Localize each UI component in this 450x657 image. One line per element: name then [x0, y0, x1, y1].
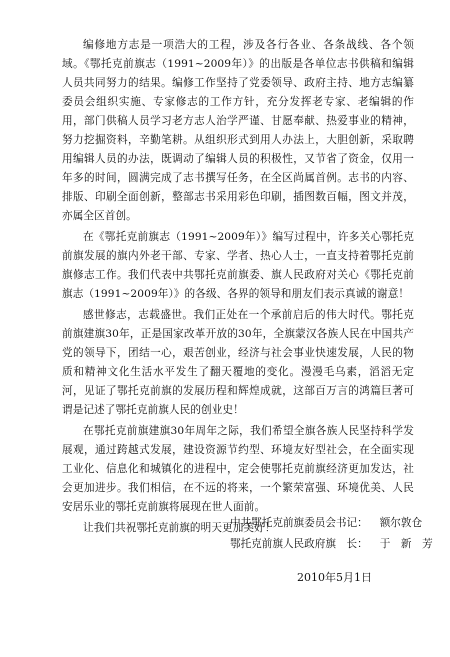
- signature-block: [230, 513, 433, 555]
- signature-title: 中共鄂托克前旗委员会书记：: [230, 517, 368, 529]
- signature-name: 于 新 芳: [379, 538, 433, 550]
- paragraph-5: 让我们共祝鄂托克前旗的明天更加美好！: [83, 522, 276, 534]
- paragraph-4: 在鄂托克前旗建旗30年周年之际，我们希望全旗各族人民坚持科学发展观，通过跨越式发展，建设资源节约型、环境友好型社会，在全面实现工业化、信息化和城镇化的进程中，定会使鄂托克前旗经济更加发达，社会更加进步。我们相信，在不远的将来，一个繁荣富强、环境优美、人民安居乐业的鄂托克前旗将展现在世人面前。: [62, 425, 414, 513]
- paragraph-3: 感世修志，志载盛世。我们正处在一个承前启后的伟大时代。鄂托克前旗建旗30年，正是国家改革开放的30年，全旗蒙汉各族人民在中国共产党的领导下，团结一心，艰苦创业，经济与社会事业快速发展，人民的物质和精神文化生活水平发生了翻天覆地的变化。漫漫毛乌素，滔滔无定河，见证了鄂托克前旗的发展历程和辉煌成就，这部百万言的鸿篇巨著可谓是记述了鄂托克前旗人民的创业史！: [62, 309, 414, 416]
- paragraph-1: 编修地方志是一项浩大的工程，涉及各行各业、各条战线、各个领域。《鄂托克前旗志（1991~2009年）》的出版是各单位志书供稿和编辑人员共同努力的结果。编修工作坚持了党委领导、政府主持、地方志编纂委员会组织实施、专家修志的工作方针，充分发挥老专家、老编辑的作用，部门供稿人员学习老方志人治学严谨、甘愿奉献、热爱事业的精神，努力挖掘资料，辛勤笔耕。从组织形式到用人办法上，大胆创新，采取聘用编辑人员的办法，既调动了编辑人员的积极性，又节省了资金，仅用一年多的时间，圆满完成了志书撰写任务，在全区尚属首例。志书的内容、排版、印刷全面创新，整部志书采用彩色印刷，插图数百幅，图文并茂，亦属全区首创。: [62, 39, 414, 222]
- signature-line: [230, 513, 430, 534]
- document-date: 2010年5月1日: [297, 571, 372, 584]
- signature-line: [230, 534, 433, 555]
- preface-body: [62, 36, 414, 540]
- signature-name: 额尔敦仓: [379, 517, 423, 529]
- paragraph-2: 在《鄂托克前旗志（1991~2009年）》编写过程中，许多关心鄂托克前旗发展的旗内外老干部、专家、学者、热心人士，一直支持着鄂托克前旗修志工作。我们代表中共鄂托克前旗委、旗人民政府对关心《鄂托克前旗志（1991~2009年）》的各级、各界的领导和朋友们表示真诚的谢意！: [62, 231, 414, 300]
- signature-title: 鄂托克前旗人民政府旗 长：: [230, 538, 368, 550]
